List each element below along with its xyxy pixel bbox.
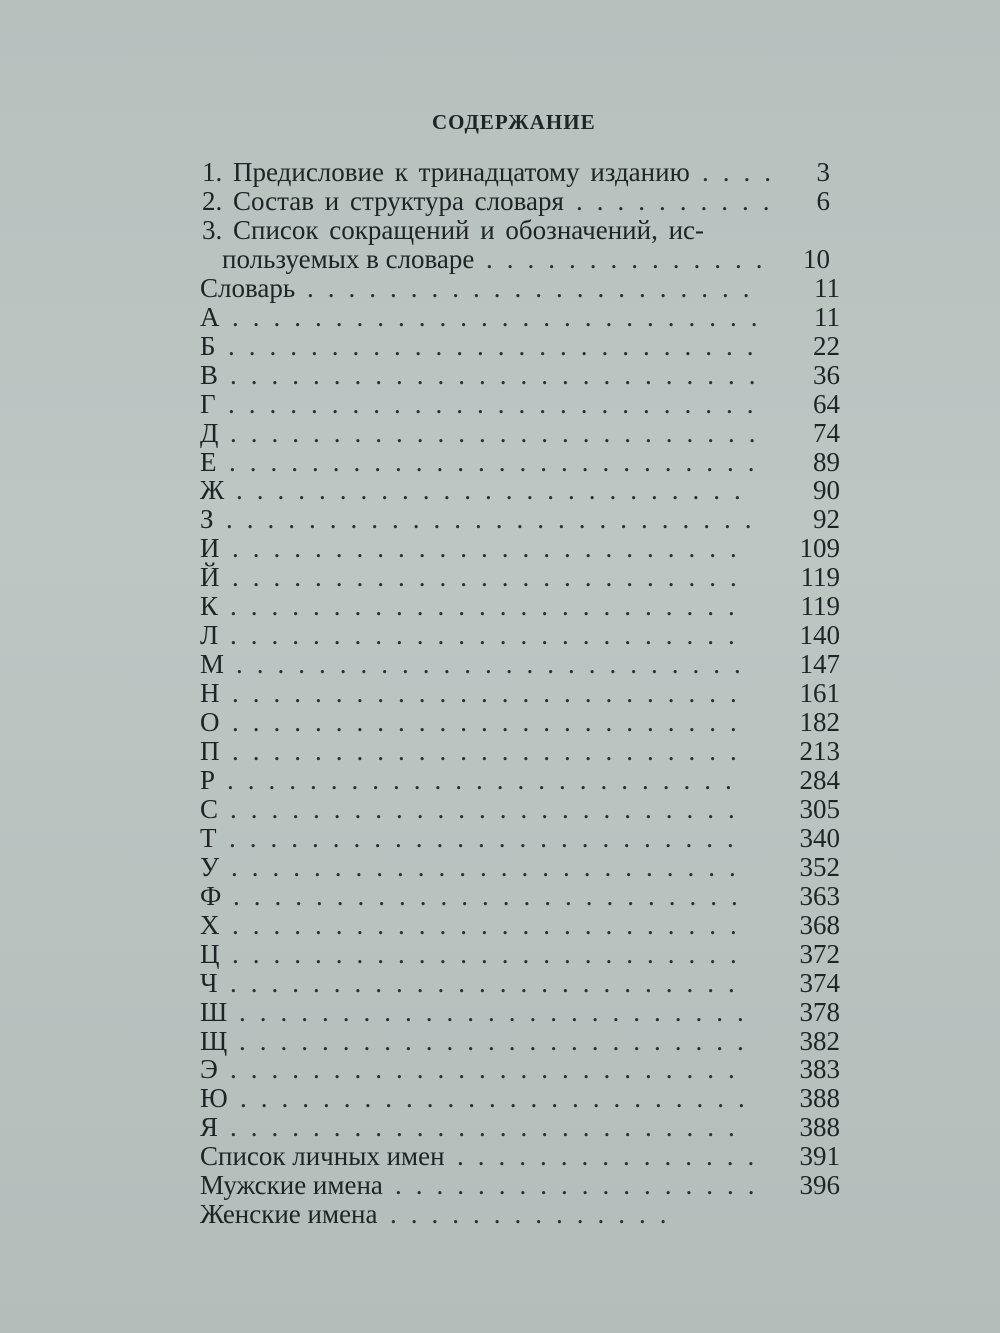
toc-entry-label: В — [200, 360, 219, 390]
toc-entry-label: Мужские имена — [200, 1170, 383, 1200]
toc-entry-label: Ж — [200, 475, 225, 505]
toc-entry — [200, 274, 840, 304]
toc-entry-label: Ч — [200, 968, 218, 998]
toc-entry-label: Э — [200, 1054, 218, 1084]
toc-entry-page-number: 161 — [799, 678, 840, 708]
dot-leader: .......................... — [228, 331, 768, 361]
dot-leader: .... — [702, 157, 785, 187]
toc-entry-label: Г — [200, 389, 216, 419]
dot-leader: .......... — [576, 186, 784, 216]
toc-entry — [200, 708, 840, 738]
toc-entry-page-number: 382 — [799, 1026, 840, 1056]
dot-leader: ......................... — [232, 533, 751, 563]
toc-entry-label: Й — [200, 562, 220, 592]
dot-leader: ......................... — [230, 968, 749, 998]
toc-entry-label: Ш — [200, 997, 228, 1027]
dot-leader: ......................... — [232, 678, 751, 708]
dot-leader: ......................... — [232, 707, 751, 737]
toc-entry-label: Щ — [200, 1026, 228, 1056]
dot-leader: ......................... — [230, 620, 749, 650]
toc-entry-page-number: 372 — [799, 939, 840, 969]
toc-entry-label: Д — [200, 418, 219, 448]
toc-entry-label: Женские имена — [200, 1199, 378, 1229]
toc-entry — [200, 303, 840, 333]
toc-entry-label: Л — [200, 620, 219, 650]
toc-entry-page-number: 284 — [799, 765, 840, 795]
toc-entry — [200, 476, 840, 506]
toc-entry-page-number: 109 — [799, 533, 840, 563]
toc-entry-page-number: 305 — [799, 794, 840, 824]
toc-entry — [200, 534, 840, 564]
toc-entry — [200, 1200, 840, 1230]
toc-entry — [200, 563, 840, 593]
toc-entry — [200, 853, 840, 883]
dot-leader: .......................... — [232, 302, 772, 332]
toc-entry-label: Я — [200, 1112, 219, 1142]
toc-entry-page-number: 352 — [799, 852, 840, 882]
toc-entry-label: пользуемых в словаре — [222, 244, 475, 274]
dot-leader: .............. — [390, 1199, 681, 1229]
toc-entry-page-number: 11 — [814, 273, 840, 303]
toc-entry-label: И — [200, 533, 220, 563]
dot-leader: ......................... — [232, 562, 751, 592]
toc-entry-label: А — [200, 302, 220, 332]
toc-entry-page-number: 182 — [799, 707, 840, 737]
toc-entry — [200, 187, 840, 217]
toc-entry — [200, 824, 840, 854]
toc-entry — [200, 1027, 840, 1057]
dot-leader: ............... — [457, 1141, 769, 1171]
dot-leader: .......................... — [226, 504, 766, 534]
toc-entry-page-number: 368 — [799, 910, 840, 940]
toc-entry — [200, 621, 840, 651]
toc-entry-page-number: 11 — [814, 302, 840, 332]
toc-entry-page-number: 363 — [799, 881, 840, 911]
dot-leader: ......................... — [231, 852, 750, 882]
toc-entry-page-number: 10 — [803, 244, 830, 274]
toc-entry-label: Е — [200, 447, 217, 477]
dot-leader: ......................... — [239, 997, 758, 1027]
dot-leader: ......................... — [232, 736, 751, 766]
toc-entry-page-number: 396 — [799, 1170, 840, 1200]
dot-leader: ......................... — [236, 475, 755, 505]
toc-entry — [200, 361, 840, 391]
dot-leader: .......................... — [230, 360, 770, 390]
toc-entry — [200, 1171, 840, 1201]
toc-entry-page-number: 119 — [800, 591, 840, 621]
toc-entry — [200, 882, 840, 912]
toc-entry-page-number: 374 — [799, 968, 840, 998]
toc-entry — [200, 505, 840, 535]
toc-entry-page-number: 378 — [799, 997, 840, 1027]
toc-entry — [200, 390, 840, 420]
toc-entry-page-number: 388 — [799, 1112, 840, 1142]
toc-entry — [200, 592, 840, 622]
dot-leader: .................. — [395, 1170, 769, 1200]
toc-entry — [200, 216, 840, 246]
toc-entry-page-number: 74 — [813, 418, 840, 448]
toc-entry — [200, 969, 840, 999]
toc-entry-page-number: 383 — [799, 1054, 840, 1084]
page-title: СОДЕРЖАНИЕ — [432, 110, 596, 134]
toc-entry — [200, 737, 840, 767]
toc-entry — [200, 448, 840, 478]
toc-entry-page-number: 36 — [813, 360, 840, 390]
toc-entry-page-number: 119 — [800, 562, 840, 592]
toc-entry-label: 1. Предисловие к тринадцатому изданию — [202, 157, 690, 187]
toc-entry-page-number: 6 — [816, 186, 830, 216]
dot-leader: ......................... — [230, 794, 749, 824]
toc-entry-label: Ц — [200, 939, 220, 969]
toc-entry-label: Ю — [200, 1083, 228, 1113]
toc-entry-page-number: 90 — [813, 475, 840, 505]
dot-leader: ......................... — [227, 765, 746, 795]
toc-entry — [200, 679, 840, 709]
toc-entry-label: С — [200, 794, 219, 824]
toc-entry-label: 3. Список сокращений и обозначений, ис- — [202, 215, 705, 245]
toc-entry — [200, 332, 840, 362]
dot-leader: ......................... — [236, 649, 755, 679]
dot-leader: ......................... — [229, 823, 748, 853]
toc-entry — [200, 940, 840, 970]
toc-entry-page-number: 388 — [799, 1083, 840, 1113]
toc-entry — [200, 998, 840, 1028]
toc-entry-label: З — [200, 504, 214, 534]
toc-entry-label: Ф — [200, 881, 222, 911]
toc-entry-page-number: 140 — [799, 620, 840, 650]
toc-entry-page-number: 64 — [813, 389, 840, 419]
toc-entry-label: Словарь — [200, 273, 296, 303]
dot-leader: ......................... — [232, 910, 751, 940]
toc-entry — [200, 650, 840, 680]
toc-entry-page-number: 89 — [813, 447, 840, 477]
toc-entry — [200, 1113, 840, 1143]
toc-entry — [200, 1084, 840, 1114]
dot-leader: .......................... — [228, 389, 768, 419]
toc-entry — [200, 158, 840, 188]
toc-entry — [200, 1142, 840, 1172]
toc-entry — [200, 795, 840, 825]
toc-entry — [200, 1055, 840, 1085]
toc-entry — [200, 419, 840, 449]
dot-leader: ......................... — [230, 1112, 749, 1142]
dot-leader: ......................... — [230, 591, 749, 621]
dot-leader: .............. — [486, 244, 777, 274]
toc-entry-label: Б — [200, 331, 216, 361]
dot-leader: .......................... — [229, 447, 769, 477]
dot-leader: ......................... — [233, 881, 752, 911]
toc-entry-label: М — [200, 649, 225, 679]
toc-entry-label: П — [200, 736, 220, 766]
toc-entry-label: Р — [200, 765, 216, 795]
dot-leader: ......................... — [230, 1054, 749, 1084]
toc-entry-page-number: 213 — [799, 736, 840, 766]
toc-entry-label: О — [200, 707, 220, 737]
toc-entry-page-number: 340 — [799, 823, 840, 853]
dot-leader: ......................... — [239, 1026, 758, 1056]
toc-entry-label: К — [200, 591, 219, 621]
toc-entry-label: У — [200, 852, 220, 882]
dot-leader: ...................... — [307, 273, 764, 303]
dot-leader: ......................... — [240, 1083, 759, 1113]
toc-entry-label: Т — [200, 823, 217, 853]
dot-leader: .......................... — [230, 418, 770, 448]
toc-entry-page-number: 22 — [813, 331, 840, 361]
toc-entry-label: Список личных имен — [200, 1141, 445, 1171]
toc-entry-page-number: 3 — [816, 157, 830, 187]
toc-entry-label: Н — [200, 678, 220, 708]
dot-leader: ......................... — [232, 939, 751, 969]
toc-entry — [200, 766, 840, 796]
toc-entry-label: 2. Состав и структура словаря — [202, 186, 564, 216]
toc-entry-label: Х — [200, 910, 220, 940]
toc-entry — [200, 245, 840, 275]
toc-entry-page-number: 92 — [813, 504, 840, 534]
toc-entry-page-number: 147 — [799, 649, 840, 679]
toc-entry — [200, 911, 840, 941]
toc-entry-page-number: 391 — [799, 1141, 840, 1171]
